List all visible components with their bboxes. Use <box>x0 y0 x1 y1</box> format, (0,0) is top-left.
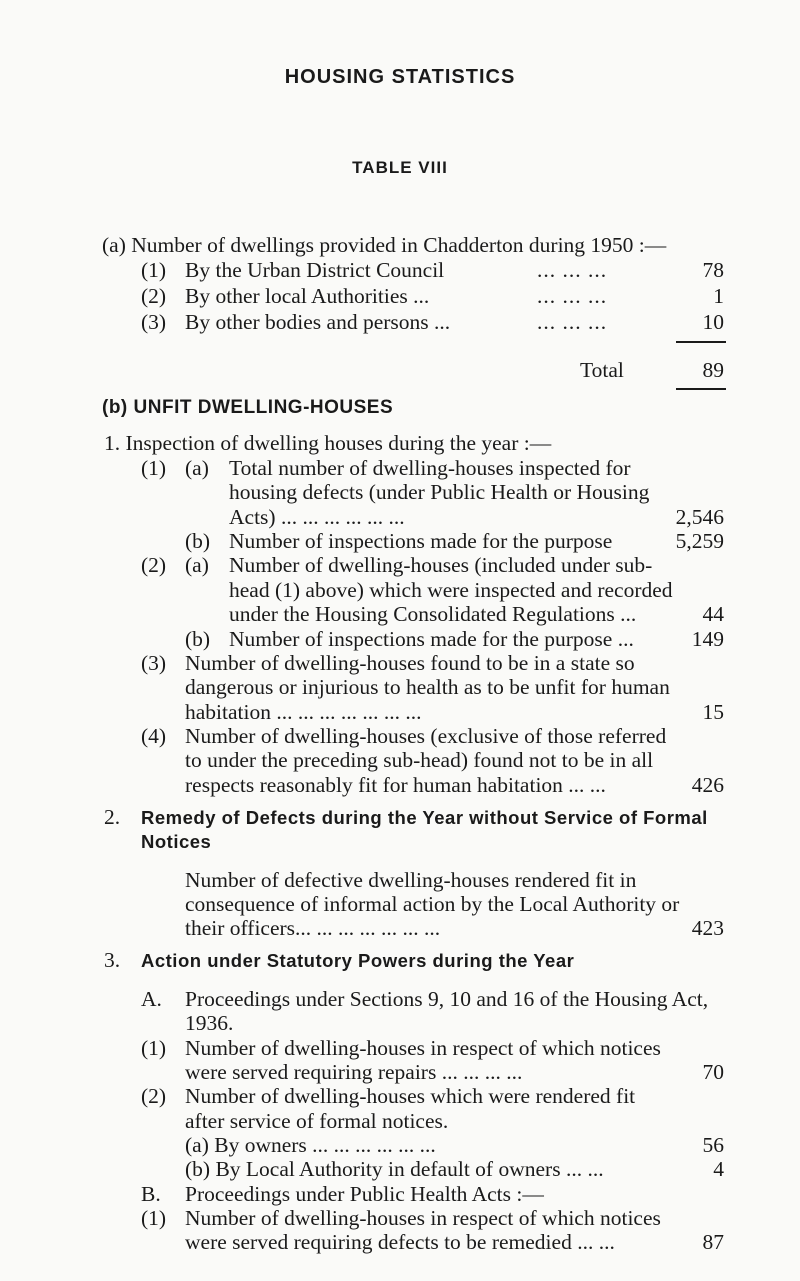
section-a-item-marker: (3) <box>141 310 167 334</box>
text-line: Number of dwelling-houses (exclusive of those referred <box>185 724 667 748</box>
total-label: Total <box>580 358 624 382</box>
text-line: Number of dwelling-houses in respect of which notices <box>185 1036 661 1060</box>
part1-item2-a-value: 44 <box>702 602 724 626</box>
part1-item4-marker: (4) <box>141 724 167 748</box>
part1-item3-marker: (3) <box>141 651 167 675</box>
part1-item1-a-marker: (a) <box>185 456 209 480</box>
text-line: their officers... ... ... ... ... ... ... <box>185 916 441 940</box>
part3-marker: 3. <box>104 948 121 972</box>
text-line: Proceedings under Public Health Acts :— <box>185 1182 544 1206</box>
text-line: were served requiring defects to be remedied ... ... <box>185 1230 615 1254</box>
part3-a-item1-marker: (1) <box>141 1036 167 1060</box>
section-a-item-marker: (2) <box>141 284 167 308</box>
part3-a-item1-value: 70 <box>702 1060 724 1084</box>
total-bottom-rule <box>676 388 726 390</box>
text-line: Number of defective dwelling-houses rendered fit in <box>185 868 637 892</box>
text-line: Number of dwelling-houses found to be in a state so <box>185 651 635 675</box>
part1-item2-a-marker: (a) <box>185 553 209 577</box>
text-line: consequence of informal action by the Local Authority or <box>185 892 680 916</box>
total-top-rule <box>676 341 726 343</box>
page-title: HOUSING STATISTICS <box>284 66 516 88</box>
text-line: head (1) above) which were inspected and recorded <box>229 578 673 602</box>
part3-b-item1-marker: (1) <box>141 1206 167 1230</box>
text-line: habitation ... ... ... ... ... ... ... <box>185 700 422 724</box>
section-b-heading: (b) UNFIT DWELLING-HOUSES <box>102 397 394 418</box>
part1-item2-marker: (2) <box>141 553 167 577</box>
text-line: Number of dwelling-houses in respect of which notices <box>185 1206 661 1230</box>
text-line: under the Housing Consolidated Regulations ... <box>229 602 637 626</box>
part3-b-marker: B. <box>141 1182 161 1206</box>
text-line: Acts) ... ... ... ... ... ... <box>229 505 405 529</box>
part1-item2-b-marker: (b) <box>185 627 211 651</box>
section-a-item-text: By other local Authorities ... <box>185 284 430 308</box>
part1-item1-b-marker: (b) <box>185 529 211 553</box>
text-line: housing defects (under Public Health or Housing <box>229 480 650 504</box>
part2-heading: Notices <box>141 831 212 852</box>
part3-a-item2-a-value: 56 <box>702 1133 724 1157</box>
part2-value: 423 <box>691 916 724 940</box>
dot-leader: ... ... ... <box>537 284 608 308</box>
text-line: 1936. <box>185 1011 234 1035</box>
text-line: Number of inspections made for the purpose ... <box>229 627 634 651</box>
section-a-intro: (a) Number of dwellings provided in Chadderton during 1950 :— <box>102 233 667 257</box>
section-a-item-marker: (1) <box>141 258 167 282</box>
dot-leader: ... ... ... <box>537 310 608 334</box>
text-line: Proceedings under Sections 9, 10 and 16 of the Housing Act, <box>185 987 709 1011</box>
section-a-item-text: By other bodies and persons ... <box>185 310 451 334</box>
part1-item3-value: 15 <box>702 700 724 724</box>
part1-intro: 1. Inspection of dwelling houses during the year :— <box>104 431 552 455</box>
text-line: dangerous or injurious to health as to be unfit for human <box>185 675 670 699</box>
part1-item4-value: 426 <box>691 773 724 797</box>
section-a-item-value: 78 <box>702 258 724 282</box>
total-value: 89 <box>702 358 724 382</box>
table-label: TABLE VIII <box>352 158 448 177</box>
part1-item1-a-value: 2,546 <box>675 505 724 529</box>
part3-heading: Action under Statutory Powers during the Year <box>141 950 575 971</box>
section-a-item-value: 1 <box>713 284 724 308</box>
section-a-item-text: By the Urban District Council <box>185 258 445 282</box>
section-a-item-value: 10 <box>702 310 724 334</box>
text-line: were served requiring repairs ... ... ... ... <box>185 1060 523 1084</box>
text-line: (b) By Local Authority in default of owners ... ... <box>185 1157 604 1181</box>
part2-heading: Remedy of Defects during the Year without Service of Formal <box>141 807 708 828</box>
text-line: Number of dwelling-houses which were rendered fit <box>185 1084 636 1108</box>
text-line: Number of inspections made for the purpose <box>229 529 613 553</box>
part3-a-item2-marker: (2) <box>141 1084 167 1108</box>
text-line: respects reasonably fit for human habitation ... ... <box>185 773 606 797</box>
text-line: Total number of dwelling-houses inspected for <box>229 456 631 480</box>
part2-marker: 2. <box>104 805 121 829</box>
dot-leader: ... ... ... <box>537 258 608 282</box>
part3-b-item1-value: 87 <box>702 1230 724 1254</box>
text-line: (a) By owners ... ... ... ... ... ... <box>185 1133 436 1157</box>
part1-item2-b-value: 149 <box>691 627 724 651</box>
part3-a-marker: A. <box>141 987 162 1011</box>
part1-item1-marker: (1) <box>141 456 167 480</box>
part3-a-item2-b-value: 4 <box>713 1157 724 1181</box>
text-line: after service of formal notices. <box>185 1109 449 1133</box>
part1-item1-b-value: 5,259 <box>675 529 724 553</box>
text-line: to under the preceding sub-head) found not to be in all <box>185 748 654 772</box>
text-line: Number of dwelling-houses (included under sub- <box>229 553 653 577</box>
